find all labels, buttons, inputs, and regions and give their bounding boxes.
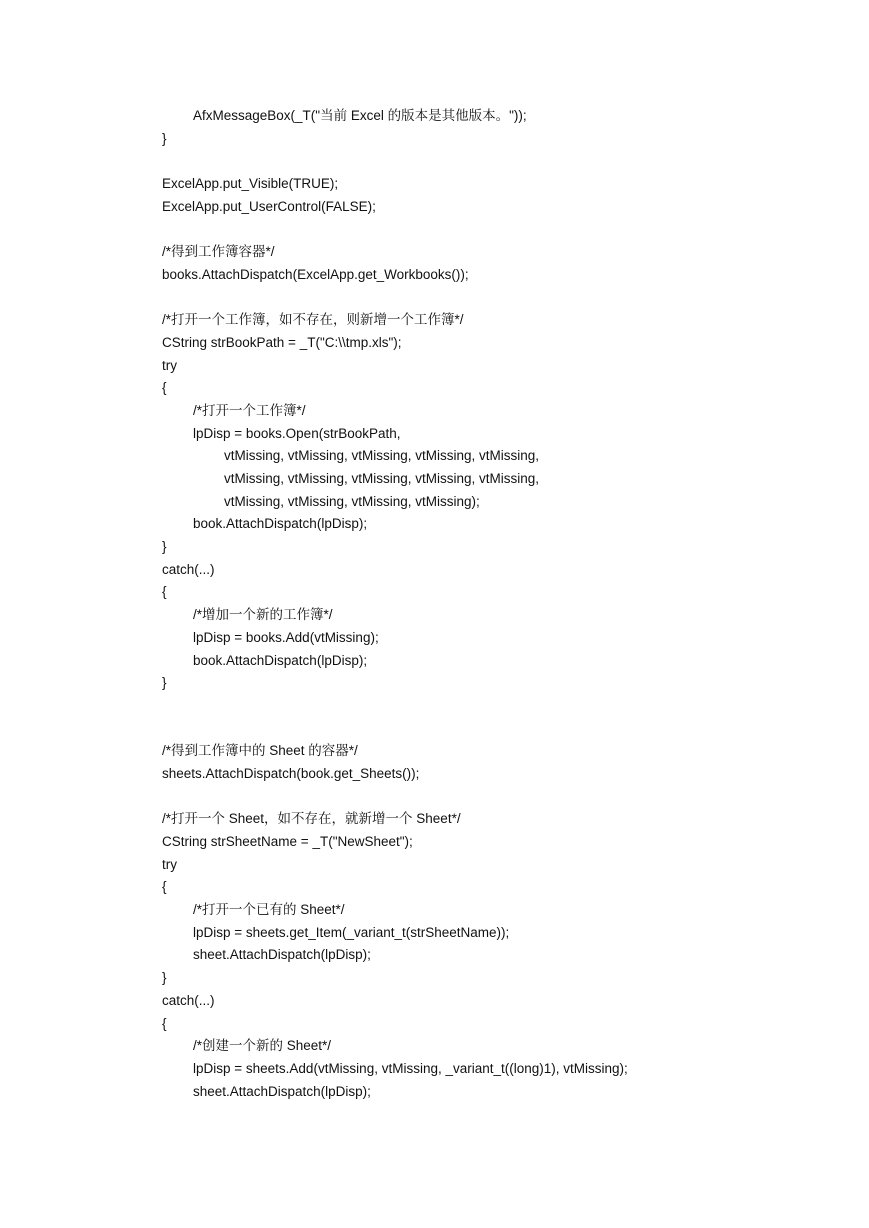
code-listing bbox=[162, 105, 628, 1103]
code-line: { bbox=[162, 584, 167, 600]
code-comment: /*打开一个工作簿*/ bbox=[193, 402, 306, 418]
code-line: book.AttachDispatch(lpDisp); bbox=[193, 516, 368, 532]
blank-line bbox=[162, 695, 628, 740]
code-line: AfxMessageBox(_T("当前 Excel 的版本是其他版本。")); bbox=[193, 108, 527, 123]
blank-line bbox=[162, 786, 628, 809]
code-line: try bbox=[162, 856, 177, 872]
code-line: ExcelApp.put_Visible(TRUE); bbox=[162, 176, 339, 192]
code-line: sheet.AttachDispatch(lpDisp); bbox=[193, 1083, 371, 1099]
code-line: CString strSheetName = _T("NewSheet"); bbox=[162, 834, 413, 850]
code-line: sheets.AttachDispatch(book.get_Sheets()); bbox=[162, 765, 420, 781]
code-line: lpDisp = books.Open(strBookPath, bbox=[193, 425, 401, 441]
code-line: } bbox=[162, 675, 167, 691]
code-line: lpDisp = sheets.get_Item(_variant_t(strSheetName)); bbox=[193, 924, 510, 940]
code-line: ExcelApp.put_UserControl(FALSE); bbox=[162, 198, 376, 214]
code-line: { bbox=[162, 879, 167, 895]
code-comment: /*打开一个 Sheet，如不存在，就新增一个 Sheet*/ bbox=[162, 811, 461, 827]
code-line: catch(...) bbox=[162, 561, 215, 577]
code-line: vtMissing, vtMissing, vtMissing, vtMissing); bbox=[224, 493, 480, 509]
code-comment: /*得到工作簿容器*/ bbox=[162, 244, 275, 260]
code-comment: /*得到工作簿中的 Sheet 的容器*/ bbox=[162, 743, 358, 759]
code-line: } bbox=[162, 539, 167, 555]
code-line: { bbox=[162, 1015, 167, 1031]
blank-line bbox=[162, 150, 628, 173]
code-line: } bbox=[162, 130, 167, 146]
code-line: vtMissing, vtMissing, vtMissing, vtMissing, vtMissing, bbox=[224, 448, 540, 464]
code-line: lpDisp = sheets.Add(vtMissing, vtMissing, _variant_t((long)1), vtMissing); bbox=[193, 1060, 628, 1076]
code-line: try bbox=[162, 357, 177, 373]
code-line: } bbox=[162, 970, 167, 986]
code-line: { bbox=[162, 380, 167, 396]
blank-line bbox=[162, 287, 628, 310]
code-line: lpDisp = books.Add(vtMissing); bbox=[193, 629, 379, 645]
blank-line bbox=[162, 218, 628, 241]
code-line: book.AttachDispatch(lpDisp); bbox=[193, 652, 368, 668]
code-comment: /*增加一个新的工作簿*/ bbox=[193, 607, 333, 623]
code-comment: /*打开一个工作簿，如不存在，则新增一个工作簿*/ bbox=[162, 312, 464, 328]
code-line: vtMissing, vtMissing, vtMissing, vtMissing, vtMissing, bbox=[224, 471, 540, 486]
code-line: sheet.AttachDispatch(lpDisp); bbox=[193, 947, 371, 963]
code-comment: /*创建一个新的 Sheet*/ bbox=[193, 1038, 332, 1054]
code-line: catch(...) bbox=[162, 992, 215, 1008]
code-line: CString strBookPath = _T("C:\\tmp.xls"); bbox=[162, 334, 402, 350]
code-line: books.AttachDispatch(ExcelApp.get_Workbooks()); bbox=[162, 266, 469, 282]
code-comment: /*打开一个已有的 Sheet*/ bbox=[193, 902, 345, 918]
